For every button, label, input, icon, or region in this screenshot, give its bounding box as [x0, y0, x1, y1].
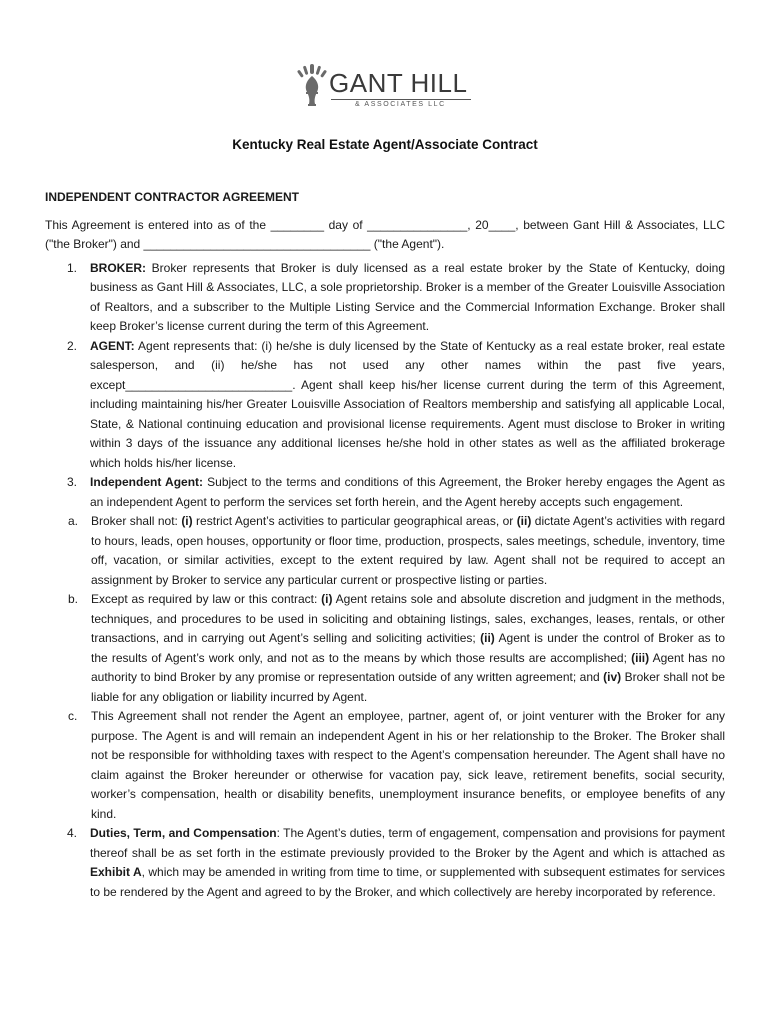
subclause-text: Broker shall not: — [91, 514, 182, 528]
subclause-marker: (i) — [181, 514, 193, 528]
company-logo — [295, 62, 485, 112]
subclause-text: Broker shall not be liable for any obligation or liability incurred by Agent. — [91, 670, 726, 704]
subclause-marker: (iv) — [603, 670, 622, 684]
subclause-marker: (ii) — [480, 631, 495, 645]
subclause-letter: c. — [68, 709, 78, 723]
subclause-marker: (i) — [321, 592, 333, 606]
clause-number: 3. — [67, 475, 78, 489]
clause-1 — [45, 259, 725, 337]
subclause-text: Agent retains sole and absolute discretion and judgment in the methods, techniques, and procedures to be used in soliciting and obtaining listings, sales, exchanges, leases, rentals, or other transactions, and in carrying out Agent’s selling and soliciting activities; — [91, 592, 725, 645]
clause-2 — [45, 337, 725, 474]
clause-text: , which may be amended in writing from time to time, or supplemented with subsequent estimates for services to be rendered by the Agent and agreed to by the Broker, and which collectively are hereby incorporated by reference. — [90, 865, 725, 899]
clause-label: Duties, Term, and Compensation — [90, 826, 277, 840]
clause-number: 4. — [67, 826, 78, 840]
subclause-text: Except as required by law or this contract: — [91, 592, 322, 606]
exhibit-reference: Exhibit A — [90, 865, 142, 879]
subclause-b — [45, 590, 725, 707]
clause-4 — [45, 824, 725, 902]
document-body — [45, 188, 725, 902]
subclause-text: Agent has no authority to bind Broker by any promise or representation outside of any written agreement; and — [91, 650, 725, 684]
logo-subtitle: & ASSOCIATES LLC — [355, 101, 446, 108]
subclause-text: Agent is under the control of Broker as to the results of Agent’s work only, and not as to the means by which those results are accomplished; — [91, 631, 726, 665]
document-title: Kentucky Real Estate Agent/Associate Contract — [232, 137, 538, 152]
subclause-letter: b. — [68, 592, 79, 606]
subclause-marker: (ii) — [516, 514, 532, 528]
clause-label: Independent Agent: — [90, 475, 204, 489]
clause-number: 1. — [67, 260, 78, 275]
subclause-text: dictate Agent’s activities with regard to hours, leads, open houses, opportunity or floor time, production, prospects, sales meetings, schedule, inventory, time off, vacation, or similar activities, except to the extent required by law. Agent shall not be required to accept an assignment by Broker to service any particular current or prospective listing or parties. — [91, 514, 725, 587]
section-heading: INDEPENDENT CONTRACTOR AGREEMENT — [45, 190, 300, 204]
fleur-de-lis-icon — [295, 62, 329, 108]
clause-label: BROKER: — [90, 260, 146, 275]
clause-text: Broker represents that Broker is duly licensed as a real estate broker by the State of Kentucky, doing business as Gant Hill & Associates, LLC, a sole proprietorship. Broker is a member of the Greater Louisville Association of Realtors, and a subscriber to the Multiple Listing Service and the Commercial Information Exchange. Broker shall keep Broker’s license current during the term of this Agreement. — [90, 260, 725, 333]
intro-paragraph: This Agreement is entered into as of the ________ day of _______________, 20____, between Gant Hill & Associates, LLC ("the Broker") and __________________________________ ("the Agent"). — [45, 217, 725, 251]
clause-text: Agent represents that: (i) he/she is duly licensed by the State of Kentucky as a real estate broker, real estate salesperson, and (ii) he/she has not used any other names within the past five years, except_________________________. Agent shall keep his/her license current during the term of this Agreement, including maintaining his/her Greater Louisville Association of Realtors membership and satisfying all applicable Local, State, & National continuing education and provisional license requirements. Agent must disclose to Broker in writing within 3 days of the issuance any additional licenses he/she hold in other states as well as the affiliated brokerage which holds his/her license. — [90, 338, 725, 470]
subclause-letter: a. — [68, 514, 79, 528]
subclause-text: This Agreement shall not render the Agent an employee, partner, agent of, or joint venturer with the Broker for any purpose. The Agent is and will remain an independent Agent in his or her relationship to the Broker. The Broker shall not be responsible for withholding taxes with respect to the Agent’s compensation hereunder. The Agent shall have no claim against the Broker hereunder or otherwise for vacation pay, sick leave, retirement benefits, social security, worker’s compensation, health or disability benefits, unemployment insurance benefits, or employee benefits of any kind. — [91, 709, 725, 821]
clause-text: Subject to the terms and conditions of this Agreement, the Broker hereby engages the Agent as an independent Agent to perform the services set forth herein, and the Agent hereby accepts such engagement. — [90, 475, 725, 509]
clause-number: 2. — [67, 338, 78, 353]
subclause-marker: (iii) — [631, 650, 650, 665]
logo-name: GANT HILL — [329, 68, 468, 98]
clause-label: AGENT: — [90, 338, 135, 353]
clause-3 — [45, 473, 725, 512]
subclause-c — [45, 707, 725, 824]
clause-text: : The Agent’s duties, term of engagement, compensation and provisions for payment thereof shall be as set forth in the estimate previously provided to the Broker by the Agent and which is attached as — [90, 826, 725, 860]
subclause-a — [45, 512, 725, 590]
subclause-text: restrict Agent’s activities to particular geographical areas, or — [192, 514, 517, 528]
